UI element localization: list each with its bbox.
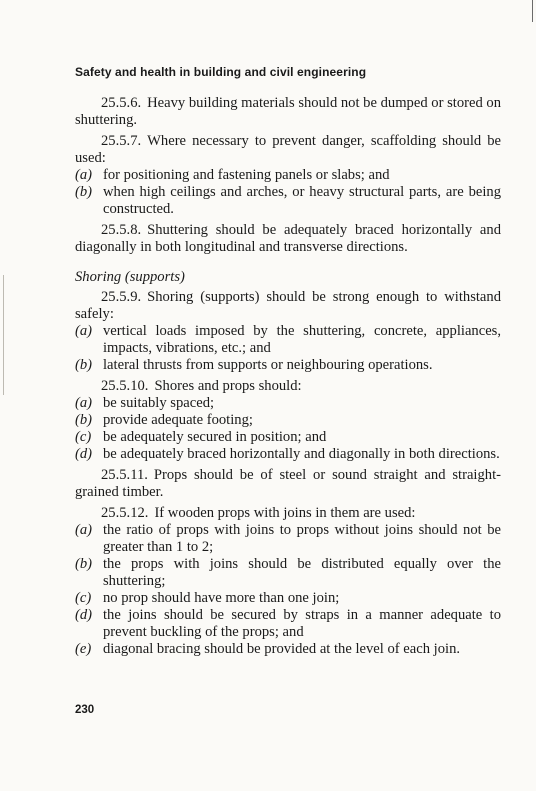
item-label: (b): [75, 556, 93, 572]
clause-number: 25.5.11.: [101, 467, 148, 483]
paragraph-25-5-11: [75, 467, 501, 501]
paragraph-25-5-6: [75, 95, 501, 129]
item-text: lateral thrusts from supports or neighbouring operations.: [103, 357, 433, 373]
clause-text: If wooden props with joins in them are used:: [154, 505, 416, 521]
paragraph-25-5-9: [75, 289, 501, 323]
item-label: (a): [75, 167, 93, 183]
clause-text: Shuttering should be adequately braced horizontally and diagonally in both longitudinal and transverse directions.: [75, 222, 501, 255]
paragraph-25-5-12: [75, 505, 501, 522]
paragraph-25-5-7: [75, 133, 501, 167]
list-item: [75, 167, 501, 184]
clause-text: Heavy building materials should not be dumped or stored on shuttering.: [75, 95, 501, 128]
list-item: [75, 556, 501, 590]
paragraph-25-5-8: [75, 222, 501, 256]
item-text: no prop should have more than one join;: [103, 590, 340, 606]
clause-number: 25.5.7.: [101, 133, 142, 149]
list-item: [75, 412, 501, 429]
item-text: the ratio of props with joins to props without joins should not be greater than 1 to 2;: [103, 522, 501, 555]
scan-edge-mark: [532, 0, 533, 22]
list-item: [75, 323, 501, 357]
item-text: be suitably spaced;: [103, 395, 215, 411]
item-text: diagonal bracing should be provided at the level of each join.: [103, 641, 461, 657]
item-label: (e): [75, 641, 92, 657]
item-label: (a): [75, 323, 93, 339]
item-text: be adequately secured in position; and: [103, 429, 327, 445]
item-label: (b): [75, 412, 93, 428]
list-item: [75, 641, 501, 658]
item-label: (b): [75, 357, 93, 373]
clause-number: 25.5.9.: [101, 289, 142, 305]
item-text: for positioning and fastening panels or slabs; and: [103, 167, 390, 183]
clause-number: 25.5.6.: [101, 95, 142, 111]
item-text: the joins should be secured by straps in a manner adequate to prevent buckling of the props; and: [103, 607, 501, 640]
running-head: Safety and health in building and civil engineering: [75, 65, 367, 79]
section-heading: Shoring (supports): [75, 269, 185, 285]
clause-number: 25.5.10.: [101, 378, 149, 394]
page-number: 230: [75, 704, 95, 716]
clause-text: Where necessary to prevent danger, scaffolding should be used:: [75, 133, 501, 166]
list-item: [75, 357, 501, 374]
clause-number: 25.5.12.: [101, 505, 149, 521]
page-content: [75, 0, 501, 791]
list-item: [75, 395, 501, 412]
item-label: (d): [75, 607, 93, 623]
item-text: when high ceilings and arches, or heavy structural parts, are being constructed.: [103, 184, 501, 217]
item-label: (b): [75, 184, 93, 200]
list-item: [75, 446, 501, 463]
list-item: [75, 607, 501, 641]
item-text: be adequately braced horizontally and diagonally in both directions.: [103, 446, 500, 462]
paragraph-25-5-10: [75, 378, 501, 395]
body-text: [75, 95, 501, 658]
clause-text: Shores and props should:: [154, 378, 302, 394]
item-label: (c): [75, 429, 92, 445]
list-item: [75, 184, 501, 218]
item-label: (a): [75, 522, 93, 538]
clause-text: Shoring (supports) should be strong enough to withstand safely:: [75, 289, 501, 322]
item-label: (c): [75, 590, 92, 606]
list-item: [75, 590, 501, 607]
list-item: [75, 522, 501, 556]
item-text: the props with joins should be distributed equally over the shuttering;: [103, 556, 501, 589]
item-label: (a): [75, 395, 93, 411]
item-text: provide adequate footing;: [103, 412, 253, 428]
scan-margin-mark: [3, 275, 4, 395]
list-item: [75, 429, 501, 446]
item-text: vertical loads imposed by the shuttering, concrete, appliances, impacts, vibrations, etc.; and: [103, 323, 501, 356]
clause-number: 25.5.8.: [101, 222, 142, 238]
clause-text: Props should be of steel or sound straight and straight-grained timber.: [75, 467, 501, 500]
item-label: (d): [75, 446, 93, 462]
